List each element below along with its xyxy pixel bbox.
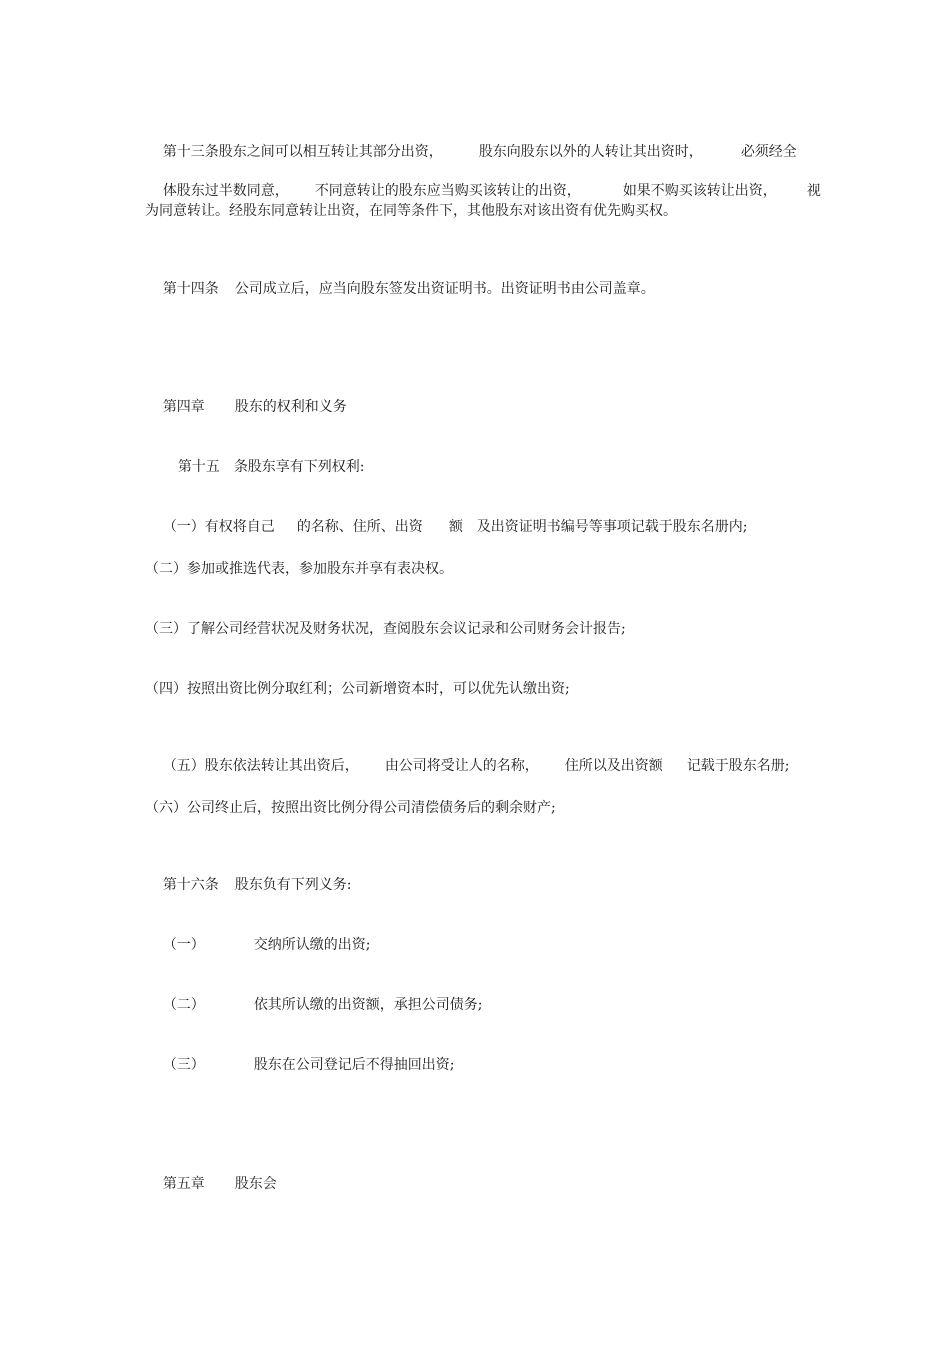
chapter-title: 股东会 [234,1176,277,1192]
duty-text: 依其所认缴的出资额，承担公司债务; [253,997,483,1013]
duty-item-1 [145,918,371,972]
article-14-text: 公司成立后，应当向股东签发出资证明书。出资证明书由公司盖章。 [234,281,655,297]
right-item-3: （三）了解公司经营状况及财务状况，查阅股东会议记录和公司财务会计报告; [145,621,626,637]
chapter-title: 股东的权利和义务 [234,399,347,415]
article-16-number: 第十六条 [162,877,219,893]
article-13-text: 视 [806,183,821,199]
duty-text: 股东在公司登记后不得抽回出资; [253,1057,455,1073]
article-13-text: 体股东过半数同意， [162,183,289,199]
duty-text: 交纳所认缴的出资; [253,937,371,953]
right-item-2: （二）参加或推选代表，参加股东并享有表决权。 [145,561,453,577]
right-text: 由公司将受让人的名称， [384,758,539,774]
duty-number: （二） [162,997,205,1013]
duty-number: （一） [162,937,205,953]
right-text: （五）股东依法转让其出资后， [162,758,359,774]
article-13-text: 如果不购买该转让出资， [622,183,777,199]
right-item-1 [145,500,748,554]
article-15-number: 第十五 [177,459,220,475]
right-item-4: （四）按照出资比例分取红利；公司新增资本时，可以优先认缴出资; [145,681,570,697]
article-15-text: 条股东享有下列权利: [233,459,365,475]
right-text: 住所以及出资额 [564,758,663,774]
article-14-number: 第十四条 [162,281,219,297]
duty-number: （三） [162,1057,205,1073]
article-13-line-3: 为同意转让。经股东同意转让出资，在同等条件下，其他股东对该出资有优先购买权。 [145,203,677,219]
chapter-4-heading [145,380,347,434]
article-14 [145,262,655,316]
article-13-text: 不同意转让的股东应当购买该转让的出资， [314,183,581,199]
article-13-text: 第十三条股东之间可以相互转让其部分出资， [162,144,443,160]
chapter-number: 第五章 [162,1176,205,1192]
right-item-6: （六）公司终止后，按照出资比例分得公司清偿债务后的剩余财产; [145,800,556,816]
right-text: 记载于股东名册; [686,758,790,774]
article-16-text: 股东负有下列义务: [234,877,352,893]
right-item-5 [145,739,790,793]
right-text: （一）有权将自己 [162,519,275,535]
right-text: 及出资证明书编号等事项记载于股东名册内; [476,519,748,535]
duty-item-2 [145,978,483,1032]
article-16 [145,858,352,912]
article-15 [160,440,365,494]
right-text: 的名称、住所、出资 [296,519,423,535]
article-13-text: 股东向股东以外的人转让其出资时， [478,144,703,160]
article-13-text: 必须经全 [740,144,797,160]
chapter-5-heading [145,1157,277,1211]
right-text: 额 [448,519,463,535]
duty-item-3 [145,1038,455,1092]
chapter-number: 第四章 [162,399,205,415]
